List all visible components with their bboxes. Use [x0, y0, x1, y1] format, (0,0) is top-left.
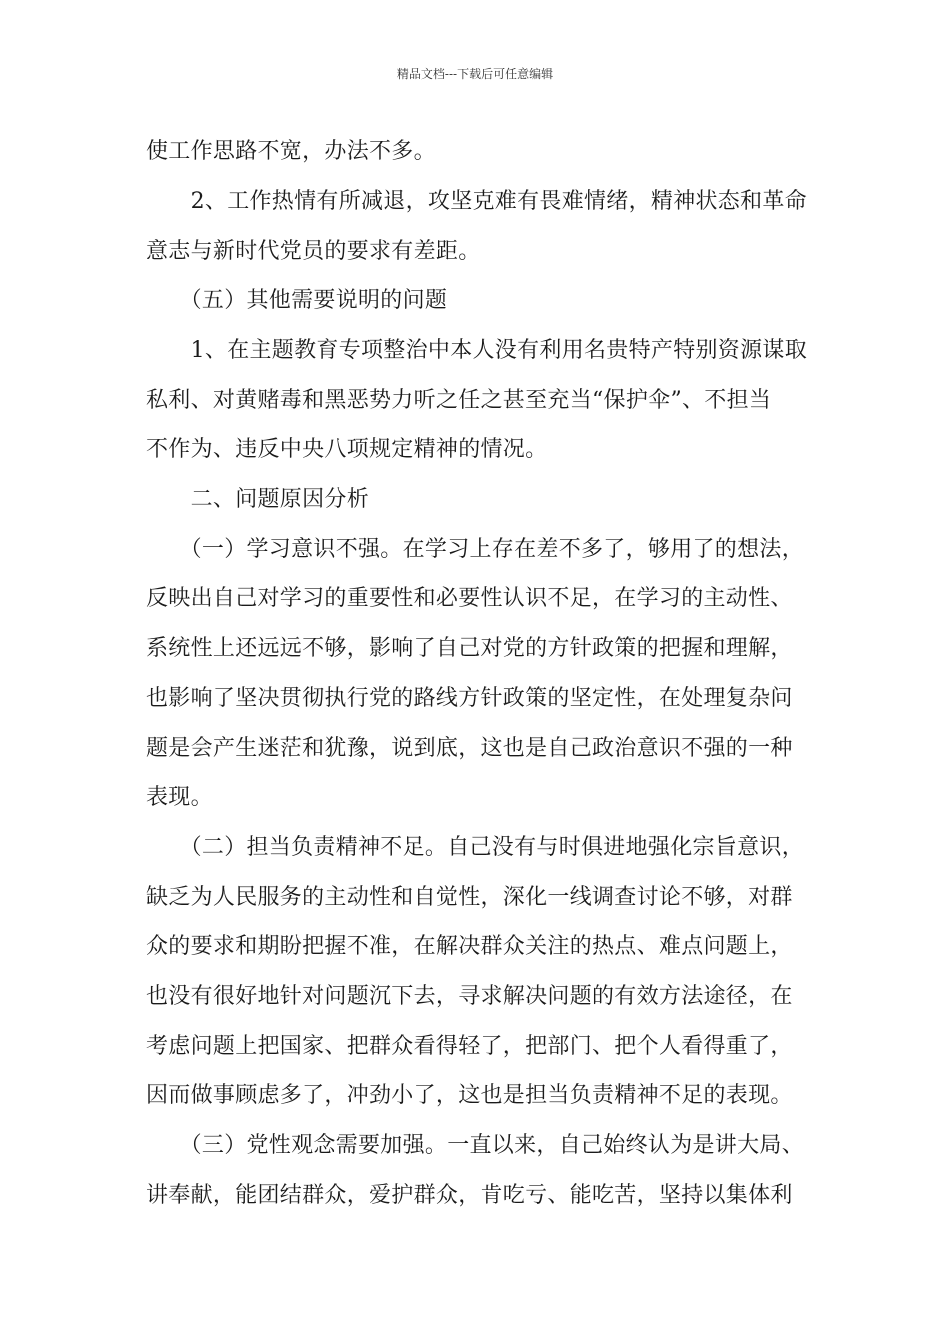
text-line: 因而做事顾虑多了，冲劲小了，这也是担当负责精神不足的表现。 [146, 1083, 793, 1108]
text-line: 私利、对黄赌毒和黑恶势力听之任之甚至充当“保护伞”、不担当 [146, 388, 772, 413]
section-heading: 二、问题原因分析 [146, 487, 370, 512]
page-header: 精品文档---下载后可任意编辑 [396, 67, 554, 81]
text-line: 意志与新时代党员的要求有差距。 [146, 239, 481, 264]
text-line: （一）学习意识不强。在学习上存在差不多了，够用了的想法， [146, 537, 805, 562]
text-line: 不作为、违反中央八项规定精神的情况。 [146, 437, 548, 462]
text-line: 1、在主题教育专项整治中本人没有利用名贵特产特别资源谋取 [146, 338, 807, 363]
text-line: （三）党性观念需要加强。一直以来，自己始终认为是讲大局、 [146, 1133, 805, 1158]
section-heading: （五）其他需要说明的问题 [146, 288, 448, 313]
text-line: 也没有很好地针对问题沉下去，寻求解决问题的有效方法途径，在 [146, 984, 793, 1009]
text-line: 2、工作热情有所减退，攻坚克难有畏难情绪，精神状态和革命 [146, 189, 807, 214]
text-line: （二）担当负责精神不足。自己没有与时俱进地强化宗旨意识， [146, 835, 805, 860]
text-line: 也影响了坚决贯彻执行党的路线方针政策的坚定性，在处理复杂问 [146, 686, 793, 711]
text-line: 讲奉献，能团结群众，爱护群众，肯吃亏、能吃苦，坚持以集体利 [146, 1183, 793, 1208]
text-line: 考虑问题上把国家、把群众看得轻了，把部门、把个人看得重了， [146, 1034, 793, 1059]
text-line: 众的要求和期盼把握不准，在解决群众关注的热点、难点问题上， [146, 934, 793, 959]
text-line: 缺乏为人民服务的主动性和自觉性，深化一线调查讨论不够，对群 [146, 885, 793, 910]
text-line: 题是会产生迷茫和犹豫，说到底，这也是自己政治意识不强的一种 [146, 736, 793, 761]
text-line: 系统性上还远远不够，影响了自己对党的方针政策的把握和理解， [146, 636, 793, 661]
text-line: 反映出自己对学习的重要性和必要性认识不足，在学习的主动性、 [146, 586, 793, 611]
text-line: 使工作思路不宽，办法不多。 [146, 139, 436, 164]
text-line: 表现。 [146, 785, 213, 810]
